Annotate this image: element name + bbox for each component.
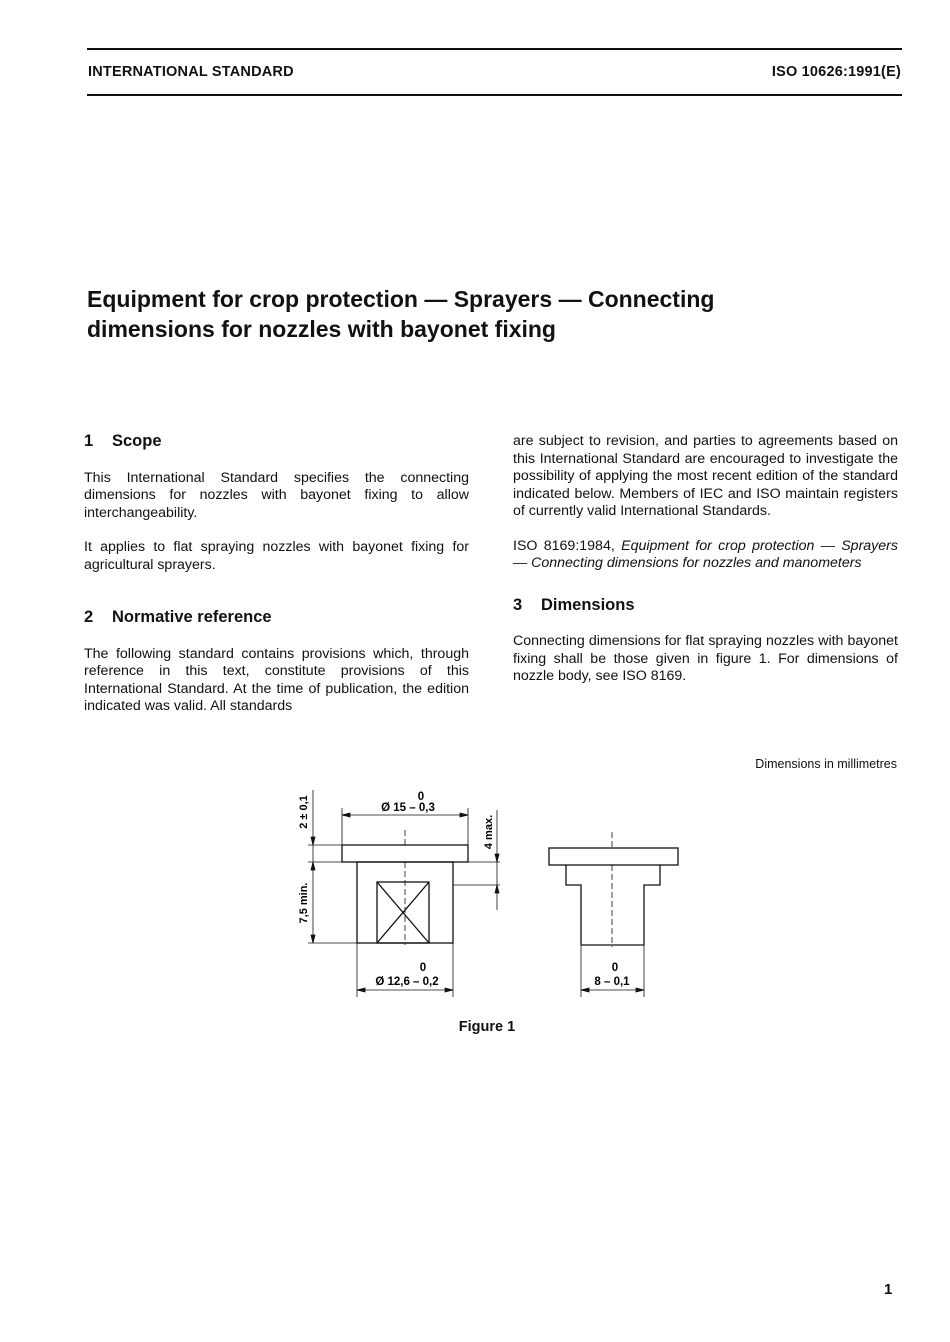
dim-side-zero: 0 bbox=[611, 962, 619, 974]
dim-bottom-label: Ø 12,6 – 0,2 bbox=[375, 976, 439, 988]
nozzle-side-view bbox=[549, 848, 678, 945]
header-right-label: ISO 10626:1991(E) bbox=[771, 64, 901, 80]
units-note: Dimensions in millimetres bbox=[755, 757, 897, 771]
scope-paragraph-1: This International Standard specifies the connecting dimensions for nozzles with bayonet fixing to allow interchangeability. bbox=[84, 469, 469, 521]
left-arrow-2 bbox=[311, 862, 315, 870]
normative-paragraph-1: The following standard contains provisions which, through reference in this text, constitute provisions of this International Standard. At the time of publication, the edition indicated was valid. All standards bbox=[84, 645, 469, 714]
dim-right-label: 4 max. bbox=[483, 814, 495, 850]
dim-side-label: 8 – 0,1 bbox=[594, 976, 630, 988]
title-line-2: dimensions for nozzles with bayonet fixing bbox=[87, 316, 556, 342]
reference-title: Equipment for crop protection — Sprayers — Connecting dimensions for nozzles and manometers bbox=[513, 537, 898, 571]
figure-caption: Figure 1 bbox=[458, 1019, 516, 1035]
top-arrow-right bbox=[460, 813, 468, 817]
header-left-label: INTERNATIONAL STANDARD bbox=[88, 64, 294, 80]
dim-top-label: Ø 15 – 0,3 bbox=[381, 802, 435, 814]
flange-outline bbox=[342, 845, 468, 862]
page-number: 1 bbox=[884, 1281, 893, 1298]
side-body-left bbox=[566, 865, 581, 945]
section-heading-dimensions: 3 Dimensions bbox=[513, 595, 635, 614]
side-flange-outline bbox=[549, 848, 678, 865]
front-view-dimension-lines bbox=[308, 790, 500, 997]
dimensions-paragraph-1: Connecting dimensions for flat spraying nozzles with bayonet fixing shall be those given in figure 1. For dimensions of nozzle body, see ISO 8169. bbox=[513, 633, 898, 684]
section-heading-normative: 2 Normative reference bbox=[84, 608, 272, 626]
side-arrow-right bbox=[636, 988, 644, 992]
reference-code: ISO 8169:1984, bbox=[513, 537, 615, 554]
left-arrow-1 bbox=[311, 837, 315, 845]
side-body-right bbox=[644, 865, 660, 945]
dim-left-lower-label: 7,5 min. bbox=[298, 882, 310, 924]
top-arrow-left bbox=[342, 813, 350, 817]
dim-left-upper-label: 2 ± 0,1 bbox=[298, 795, 310, 829]
dim-bottom-zero: 0 bbox=[419, 962, 427, 974]
right-arrow-1 bbox=[495, 854, 499, 862]
bottom-arrow-right bbox=[445, 988, 453, 992]
right-arrow-2 bbox=[495, 885, 499, 893]
scope-paragraph-2: It applies to flat spraying nozzles with bayonet fixing for agricultural sprayers. bbox=[84, 539, 469, 573]
title-line-1: Equipment for crop protection — Sprayers — Connecting bbox=[87, 286, 715, 312]
side-arrow-left bbox=[581, 988, 589, 992]
normative-paragraph-continued: are subject to revision, and parties to agreements based on this International Standard are encouraged to investigate the possibility of applying the most recent edition of the standard indicated below. Members of IEC and ISO maintain registers of currently valid International Standards. bbox=[513, 433, 898, 519]
left-arrow-3 bbox=[311, 935, 315, 943]
section-heading-scope: 1 Scope bbox=[84, 432, 162, 450]
dim-top-zero: 0 bbox=[417, 791, 425, 803]
bottom-arrow-left bbox=[357, 988, 365, 992]
